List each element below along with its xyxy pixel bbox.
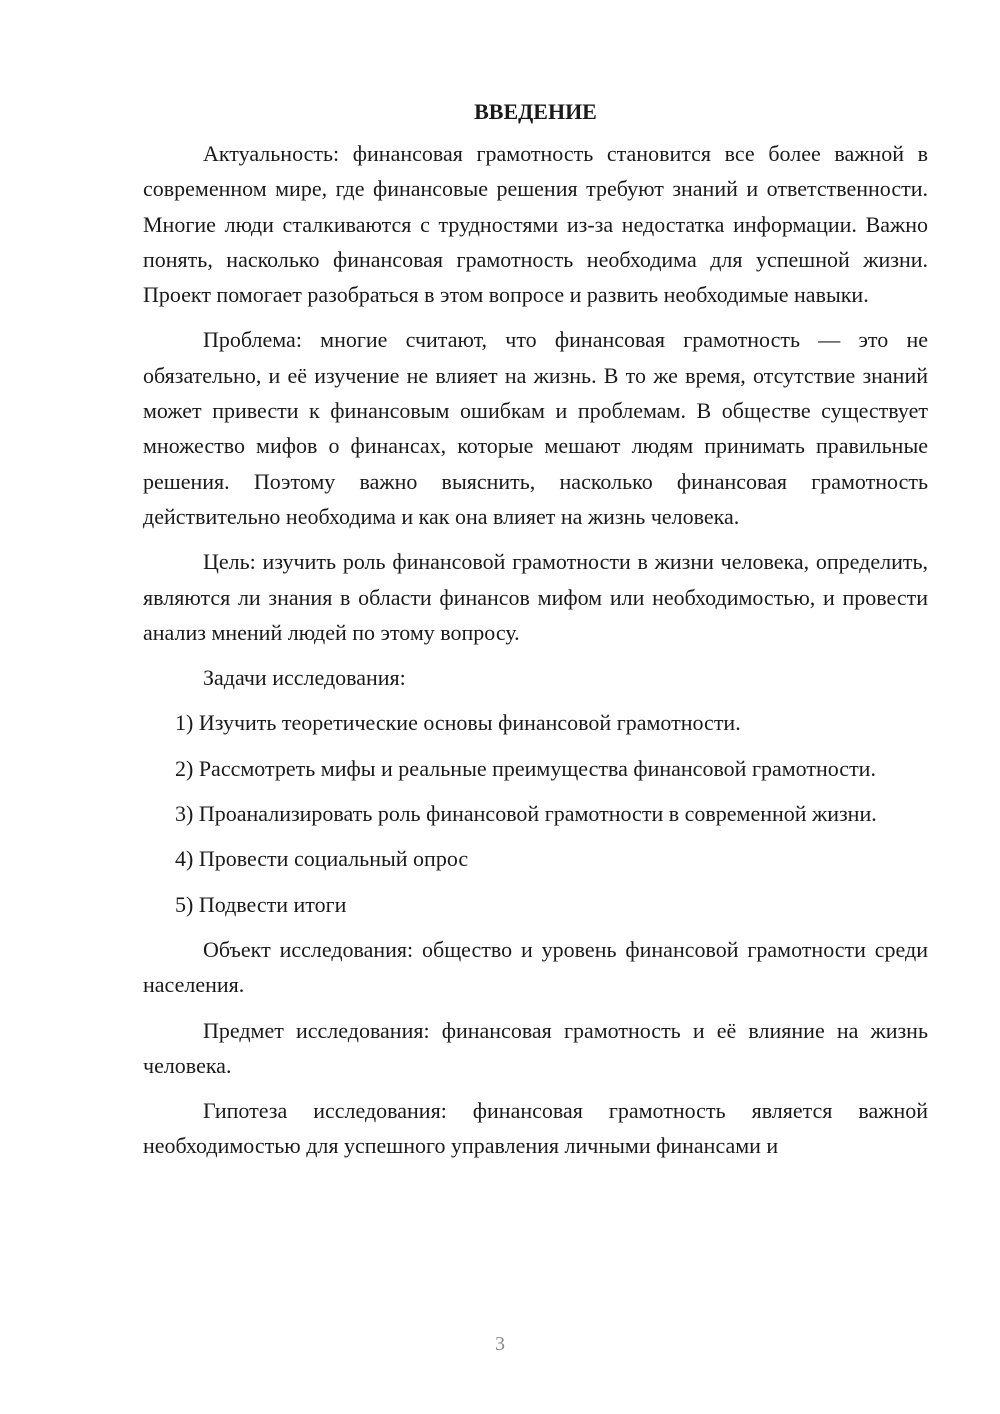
paragraph-subject: Предмет исследования: финансовая грамотность и её влияние на жизнь человека. — [143, 1017, 928, 1078]
section-heading: ВВЕДЕНИЕ — [474, 99, 597, 124]
paragraph-relevance: Актуальность: финансовая грамотность становится все более важной в современном мире, где финансовые решения требуют знаний и ответственности. Многие люди сталкиваются с трудностями из-за недостатка информации. Важно понять, насколько финансовая грамотность необходима для успешной жизни. Проект помогает разобраться в этом вопросе и развить необходимые навыки. — [143, 141, 928, 308]
page-content — [143, 96, 928, 1174]
paragraph-goal: Цель: изучить роль финансовой грамотности в жизни человека, определить, являются ли знания в области финансов мифом или необходимостью, и провести анализ мнений людей по этому вопросу. — [143, 549, 928, 645]
paragraph-problem: Проблема: многие считают, что финансовая грамотность — это не обязательно, и её изучение не влияет на жизнь. В то же время, отсутствие знаний может привести к финансовым ошибкам и проблемам. В обществе существует множество мифов о финансах, которые мешают людям принимать правильные решения. Поэтому важно выяснить, насколько финансовая грамотность действительно необходима и как она влияет на жизнь человека. — [143, 327, 928, 529]
paragraph-object: Объект исследования: общество и уровень финансовой грамотности среди населения. — [143, 936, 928, 998]
page-number: 3 — [495, 1333, 505, 1355]
task-item-5: 5) Подвести итоги — [175, 891, 347, 917]
paragraph-hypothesis: Гипотеза исследования: финансовая грамотность является важной необходимостью для успешного управления личными финансами и — [143, 1098, 928, 1159]
task-item-4: 4) Провести социальный опрос — [175, 846, 469, 872]
task-item-1: 1) Изучить теоретические основы финансовой грамотности. — [175, 710, 741, 736]
task-item-2: 2) Рассмотреть мифы и реальные преимущества финансовой грамотности. — [175, 755, 876, 781]
tasks-title: Задачи исследования: — [203, 665, 406, 691]
task-item-3: 3) Проанализировать роль финансовой грамотности в современной жизни. — [175, 801, 877, 827]
